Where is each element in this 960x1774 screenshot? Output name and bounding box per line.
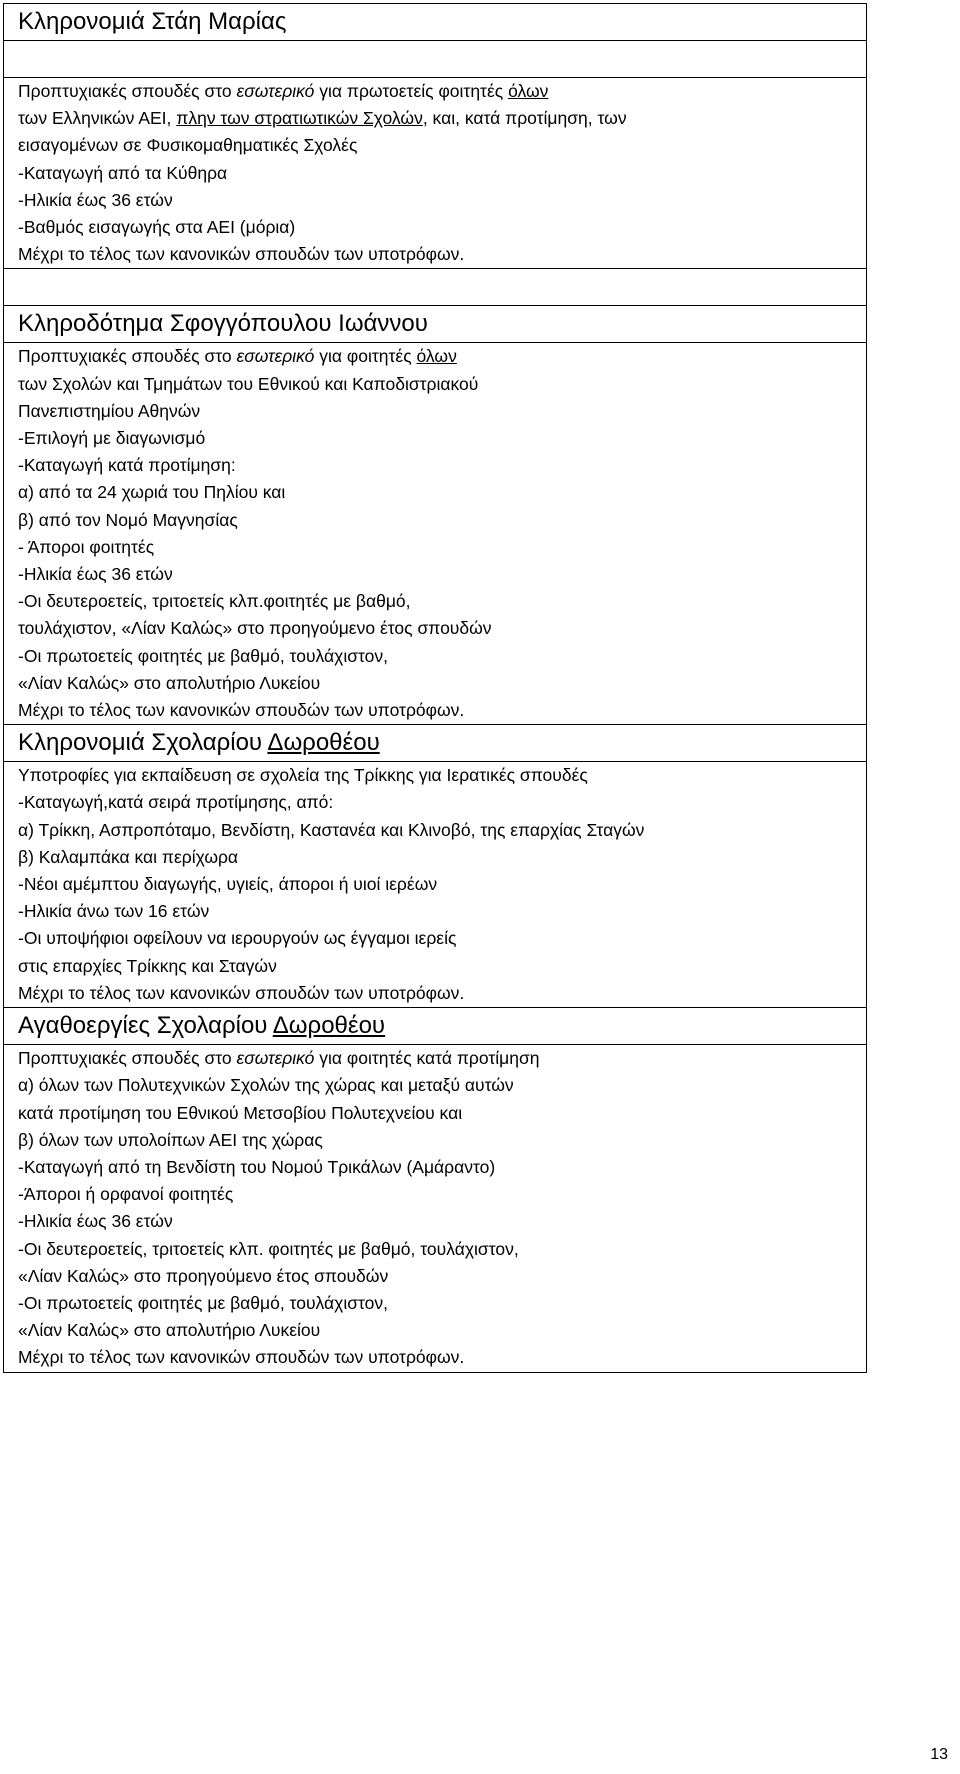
text-line: «Λίαν Καλώς» στο προηγούμενο έτος σπουδών xyxy=(18,1265,389,1286)
blank-row xyxy=(4,269,867,306)
text-line: β) από τον Νομό Μαγνησίας xyxy=(18,509,238,530)
text-line: εισαγομένων σε Φυσικομαθηματικές Σχολές xyxy=(18,135,358,156)
blank-row xyxy=(4,41,867,78)
text-line: -Οι δευτεροετείς, τριτοετείς κλπ. φοιτητές με βαθμό, τουλάχιστον, xyxy=(18,1238,519,1259)
text-line: -Νέοι αμέμπτου διαγωγής, υγιείς, άποροι ή υιοί ιερέων xyxy=(18,874,438,895)
text-line: Πανεπιστημίου Αθηνών xyxy=(18,400,201,421)
text-line: β) Καλαμπάκα και περίχωρα xyxy=(18,846,239,867)
section-title-row xyxy=(4,4,867,41)
section-title: Κληροδότημα Σφογγόπουλου Ιωάννου xyxy=(4,306,867,343)
text-line: «Λίαν Καλώς» στο απολυτήριο Λυκείου xyxy=(18,672,321,693)
page-number: 13 xyxy=(930,1746,948,1763)
text-line: στις επαρχίες Τρίκκης και Σταγών xyxy=(18,955,277,976)
text-line: -Οι πρωτοετείς φοιτητές με βαθμό, τουλάχιστον, xyxy=(18,645,389,666)
text-line: -Ηλικία έως 36 ετών xyxy=(18,189,173,210)
text-line: -Επιλογή με διαγωνισμό xyxy=(18,428,206,449)
text-line: «Λίαν Καλώς» στο απολυτήριο Λυκείου xyxy=(18,1320,321,1341)
section-body xyxy=(4,762,867,1008)
text-line: α) από τα 24 χωριά του Πηλίου και xyxy=(18,482,286,503)
text-line: Προπτυχιακές σπουδές στο εσωτερικό για φοιτητές όλων xyxy=(18,346,457,367)
text-line: Μέχρι το τέλος των κανονικών σπουδών των υποτρόφων. xyxy=(18,244,465,265)
text-line: -Ηλικία έως 36 ετών xyxy=(18,1211,173,1232)
text-line: των Ελληνικών ΑΕΙ, πλην των στρατιωτικών Σχολών, και, κατά προτίμηση, των xyxy=(18,108,627,129)
text-line: - Άποροι φοιτητές xyxy=(18,536,155,557)
text-line: α) όλων των Πολυτεχνικών Σχολών της χώρας και μεταξύ αυτών xyxy=(18,1075,514,1096)
bequests-table xyxy=(3,3,867,1373)
text-line: α) Τρίκκη, Ασπροπόταμο, Βενδίστη, Καστανέα και Κλινοβό, της επαρχίας Σταγών xyxy=(18,819,645,840)
section-body xyxy=(4,1045,867,1372)
section-title: Αγαθοεργίες Σχολαρίου Δωροθέου xyxy=(4,1008,867,1045)
text-line: Προπτυχιακές σπουδές στο εσωτερικό για φοιτητές κατά προτίμηση xyxy=(18,1048,540,1069)
text-line: -Καταγωγή κατά προτίμηση: xyxy=(18,455,236,476)
section-title: Κληρονομιά Σχολαρίου Δωροθέου xyxy=(4,725,867,762)
section-body xyxy=(4,343,867,725)
text-line: Υποτροφίες για εκπαίδευση σε σχολεία της Τρίκκης για Ιερατικές σπουδές xyxy=(18,765,588,786)
text-line: κατά προτίμηση του Εθνικού Μετσοβίου Πολυτεχνείου και xyxy=(18,1102,463,1123)
text-line: -Καταγωγή,κατά σειρά προτίμησης, από: xyxy=(18,792,334,813)
text-line: -Άποροι ή ορφανοί φοιτητές xyxy=(18,1184,234,1205)
text-line: -Οι πρωτοετείς φοιτητές με βαθμό, τουλάχιστον, xyxy=(18,1292,389,1313)
text-line: -Καταγωγή από τη Βενδίστη του Νομού Τρικάλων (Αμάραντο) xyxy=(18,1156,496,1177)
text-line: Μέχρι το τέλος των κανονικών σπουδών των υποτρόφων. xyxy=(18,1347,465,1368)
section-title: Κληρονομιά Στάη Μαρίας xyxy=(4,4,867,41)
text-line: -Οι δευτεροετείς, τριτοετείς κλπ.φοιτητές με βαθμό, xyxy=(18,591,411,612)
text-line: -Ηλικία άνω των 16 ετών xyxy=(18,901,210,922)
text-line: -Ηλικία έως 36 ετών xyxy=(18,564,173,585)
text-line: -Βαθμός εισαγωγής στα ΑΕΙ (μόρια) xyxy=(18,217,296,238)
text-line: των Σχολών και Τμημάτων του Εθνικού και Καποδιστριακού xyxy=(18,373,479,394)
text-line: Προπτυχιακές σπουδές στο εσωτερικό για πρωτοετείς φοιτητές όλων xyxy=(18,81,549,101)
text-line: -Οι υποψήφιοι οφείλουν να ιερουργούν ως έγγαμοι ιερείς xyxy=(18,928,457,949)
text-line: τουλάχιστον, «Λίαν Καλώς» στο προηγούμενο έτος σπουδών xyxy=(18,618,492,639)
section-body xyxy=(4,78,867,269)
text-line: Μέχρι το τέλος των κανονικών σπουδών των υποτρόφων. xyxy=(18,700,465,721)
text-line: -Καταγωγή από τα Κύθηρα xyxy=(18,162,228,183)
text-line: β) όλων των υπολοίπων ΑΕΙ της χώρας xyxy=(18,1129,323,1150)
text-line: Μέχρι το τέλος των κανονικών σπουδών των υποτρόφων. xyxy=(18,982,465,1003)
